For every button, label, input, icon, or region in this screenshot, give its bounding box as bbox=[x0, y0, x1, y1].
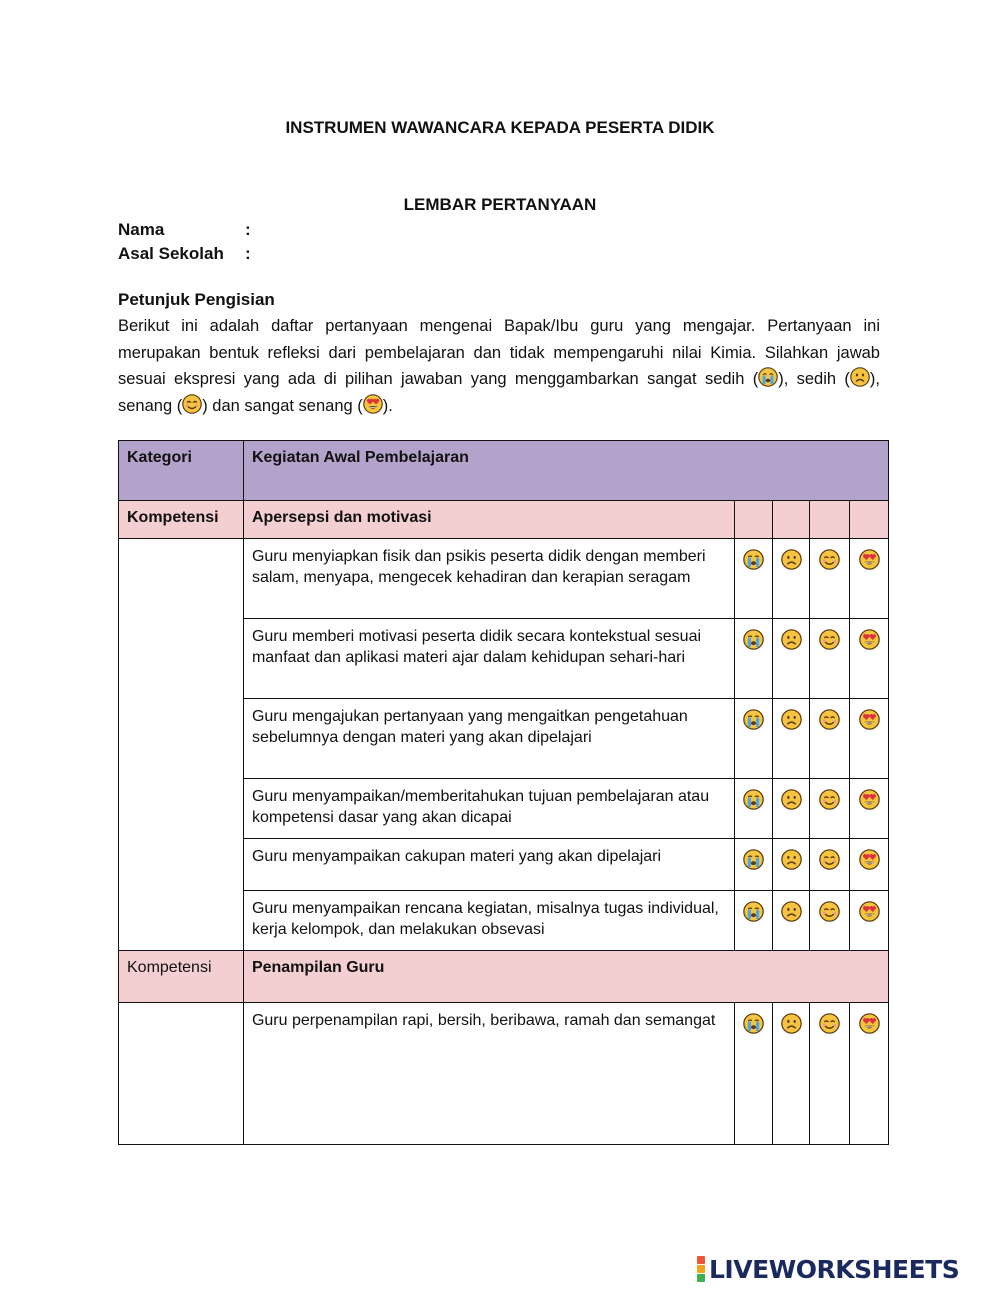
instructions-text-5: ). bbox=[382, 396, 393, 415]
kategori-header: Kategori bbox=[119, 441, 244, 501]
love-face-icon bbox=[859, 629, 880, 650]
sad-face-icon bbox=[850, 367, 870, 387]
love-face-icon bbox=[859, 901, 880, 922]
answer-option-sad-face[interactable] bbox=[773, 779, 810, 839]
answer-option-very-sad-face[interactable] bbox=[735, 539, 773, 619]
section-kategori: Kompetensi bbox=[119, 501, 244, 539]
questionnaire-table bbox=[118, 440, 889, 1145]
very-sad-face-icon bbox=[743, 549, 764, 570]
question-text: Guru menyampaikan/memberitahukan tujuan pembelajaran atau kompetensi dasar yang akan dicapai bbox=[243, 779, 734, 839]
answer-option-sad-face[interactable] bbox=[773, 619, 810, 699]
very-sad-face-icon bbox=[743, 1013, 764, 1034]
happy-face-icon bbox=[819, 709, 840, 730]
question-text: Guru memberi motivasi peserta didik secara kontekstual sesuai manfaat dan aplikasi materi ajar dalam kehidupan sehari-hari bbox=[243, 619, 734, 699]
answer-option-very-sad-face[interactable] bbox=[735, 699, 773, 779]
sad-face-icon bbox=[781, 629, 802, 650]
very-sad-face-icon bbox=[743, 709, 764, 730]
answer-option-love-face[interactable] bbox=[850, 839, 889, 891]
answer-option-very-sad-face[interactable] bbox=[735, 1003, 773, 1145]
answer-option-happy-face[interactable] bbox=[810, 1003, 850, 1145]
sad-face-icon bbox=[781, 789, 802, 810]
very-sad-face-icon bbox=[743, 789, 764, 810]
instructions-text-2: ), sedih ( bbox=[778, 370, 850, 388]
document-subtitle: LEMBAR PERTANYAAN bbox=[403, 195, 597, 214]
very-sad-face-icon bbox=[758, 367, 778, 387]
document-title: INSTRUMEN WAWANCARA KEPADA PESERTA DIDIK bbox=[285, 118, 715, 137]
section-row-apersepsi bbox=[119, 501, 889, 539]
sad-face-icon bbox=[781, 709, 802, 730]
liveworksheets-watermark bbox=[697, 1254, 959, 1284]
answer-option-happy-face[interactable] bbox=[810, 839, 850, 891]
table-header-row bbox=[119, 441, 889, 501]
love-face-icon bbox=[859, 549, 880, 570]
answer-option-sad-face[interactable] bbox=[773, 891, 810, 951]
kategori-empty-cell bbox=[119, 539, 244, 951]
nama-colon: : bbox=[245, 220, 251, 239]
asal-sekolah-field bbox=[118, 244, 251, 264]
answer-option-happy-face[interactable] bbox=[810, 699, 850, 779]
love-face-icon bbox=[859, 1013, 880, 1034]
question-text: Guru mengajukan pertanyaan yang mengaitkan pengetahuan sebelumnya dengan materi yang akan dipelajari bbox=[243, 699, 734, 779]
kategori-empty-cell bbox=[119, 1003, 244, 1145]
happy-face-icon bbox=[182, 394, 202, 414]
answer-option-happy-face[interactable] bbox=[810, 891, 850, 951]
answer-option-love-face[interactable] bbox=[850, 619, 889, 699]
nama-field bbox=[118, 220, 251, 240]
instructions-text-1: Berikut ini adalah daftar pertanyaan mengenai Bapak/Ibu guru yang mengajar. Pertanyaan ini merupakan bentuk refleksi dari pembelajaran dan tidak mempengaruhi nilai Kimia. Silahkan jawab sesuai ekspresi yang ada di pilihan jawaban yang menggambarkan sangat sedih ( bbox=[118, 317, 880, 388]
answer-option-happy-face[interactable] bbox=[810, 779, 850, 839]
answer-option-sad-face[interactable] bbox=[773, 699, 810, 779]
very-sad-face-icon bbox=[743, 901, 764, 922]
love-face-icon bbox=[363, 394, 383, 414]
happy-face-icon bbox=[819, 789, 840, 810]
answer-option-sad-face[interactable] bbox=[773, 839, 810, 891]
answer-option-love-face[interactable] bbox=[850, 539, 889, 619]
love-face-icon bbox=[859, 709, 880, 730]
answer-option-very-sad-face[interactable] bbox=[735, 779, 773, 839]
sad-face-icon bbox=[781, 1013, 802, 1034]
answer-option-very-sad-face[interactable] bbox=[735, 839, 773, 891]
section-title: Penampilan Guru bbox=[243, 951, 888, 1003]
kegiatan-header: Kegiatan Awal Pembelajaran bbox=[243, 441, 888, 501]
answer-option-very-sad-face[interactable] bbox=[735, 891, 773, 951]
answer-option-love-face[interactable] bbox=[850, 891, 889, 951]
question-row bbox=[119, 539, 889, 619]
instructions-text-4: ) dan sangat senang ( bbox=[202, 396, 363, 415]
sad-face-icon bbox=[781, 849, 802, 870]
section-title: Apersepsi dan motivasi bbox=[243, 501, 734, 539]
question-row bbox=[119, 1003, 889, 1145]
answer-option-love-face[interactable] bbox=[850, 779, 889, 839]
happy-face-icon bbox=[819, 1013, 840, 1034]
happy-face-icon bbox=[819, 549, 840, 570]
answer-option-very-sad-face[interactable] bbox=[735, 619, 773, 699]
asal-sekolah-label: Asal Sekolah bbox=[118, 244, 224, 263]
section-row-penampilan bbox=[119, 951, 889, 1003]
very-sad-face-icon bbox=[743, 849, 764, 870]
liveworksheets-logo-icon bbox=[697, 1256, 705, 1282]
watermark-text: LIVEWORKSHEETS bbox=[709, 1254, 960, 1284]
question-text: Guru menyampaikan cakupan materi yang akan dipelajari bbox=[243, 839, 734, 891]
instructions-text-3: ), senang ( bbox=[118, 370, 880, 415]
very-sad-face-icon bbox=[743, 629, 764, 650]
sad-face-icon bbox=[781, 549, 802, 570]
answer-option-sad-face[interactable] bbox=[773, 1003, 810, 1145]
happy-face-icon bbox=[819, 629, 840, 650]
answer-option-happy-face[interactable] bbox=[810, 619, 850, 699]
question-text: Guru menyampaikan rencana kegiatan, misalnya tugas individual, kerja kelompok, dan melakukan obsevasi bbox=[243, 891, 734, 951]
instructions-heading: Petunjuk Pengisian bbox=[118, 290, 275, 309]
answer-option-love-face[interactable] bbox=[850, 699, 889, 779]
happy-face-icon bbox=[819, 849, 840, 870]
asal-sekolah-colon: : bbox=[245, 244, 251, 263]
love-face-icon bbox=[859, 849, 880, 870]
answer-option-sad-face[interactable] bbox=[773, 539, 810, 619]
question-text: Guru menyiapkan fisik dan psikis peserta didik dengan memberi salam, menyapa, mengecek kehadiran dan kerapian seragam bbox=[243, 539, 734, 619]
section-kategori: Kompetensi bbox=[119, 951, 244, 1003]
sad-face-icon bbox=[781, 901, 802, 922]
love-face-icon bbox=[859, 789, 880, 810]
question-text: Guru perpenampilan rapi, bersih, beribawa, ramah dan semangat bbox=[243, 1003, 734, 1145]
happy-face-icon bbox=[819, 901, 840, 922]
instructions-text bbox=[118, 313, 880, 419]
nama-label: Nama bbox=[118, 220, 165, 239]
answer-option-happy-face[interactable] bbox=[810, 539, 850, 619]
answer-option-love-face[interactable] bbox=[850, 1003, 889, 1145]
